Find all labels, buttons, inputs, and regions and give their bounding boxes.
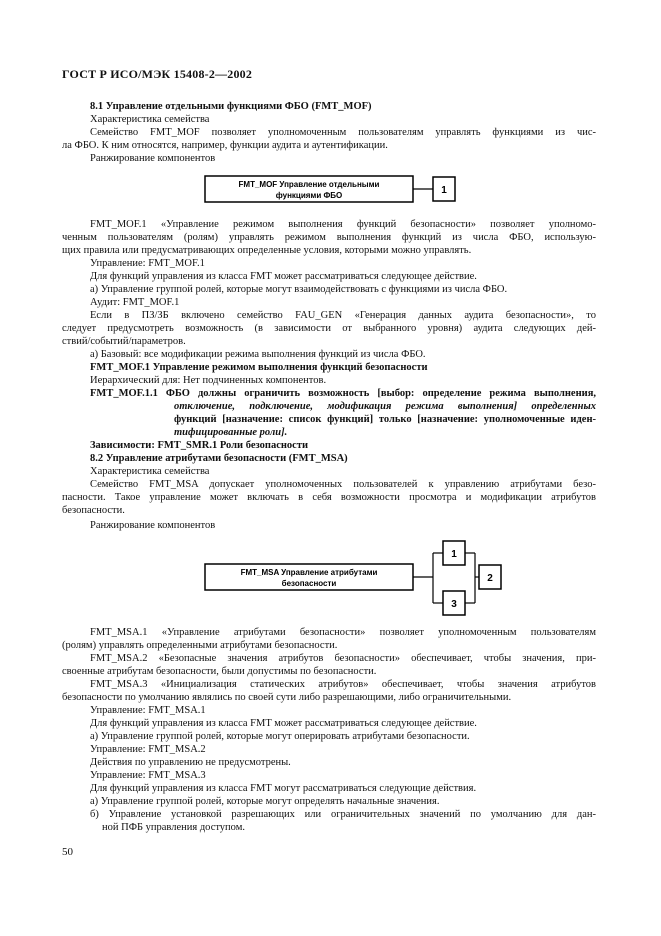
family-box-label: FMT_MOF Управление отдельными (238, 180, 380, 189)
paragraph-line: а) Управление группой ролей, которые могут определять начальные значения. (90, 796, 440, 807)
section-heading: 8.1 Управление отдельными функциями ФБО (FMT_MOF) (90, 101, 372, 112)
paragraph-line: Управление: FMT_MSA.2 (90, 744, 206, 755)
document-header: ГОСТ Р ИСО/МЭК 15408-2—2002 (62, 67, 253, 81)
paragraph-line: а) Управление группой ролей, которые могут оперировать атрибутами безопасности. (90, 731, 470, 742)
element-line: FMT_MOF.1.1 ФБО должны ограничить возможность [выбор: определение режима выполнения, (90, 388, 596, 399)
paragraph-line: безопасности. (62, 505, 125, 516)
paragraph-line: б) Управление установкой разрешающих или ограничительных значений по умолчанию для дан- (90, 809, 596, 820)
paragraph-line: а) Базовый: все модификации режима выполнения функций из числа ФБО. (90, 349, 426, 360)
paragraph-line: щих правила или предусматривающих определенные условия, которыми можно управлять. (62, 245, 472, 256)
paragraph-line: а) Управление группой ролей, которые могут взаимодействовать с функциями из числа ФБО. (90, 284, 508, 295)
paragraph-line: FMT_MSA.1 «Управление атрибутами безопасности» позволяет уполномоченным пользователям (90, 627, 596, 638)
subheading: Характеристика семейства (90, 466, 210, 477)
paragraph-line: Иерархический для: Нет подчиненных компонентов. (90, 375, 327, 386)
component-heading: FMT_MOF.1 Управление режимом выполнения функций безопасности (90, 362, 428, 373)
element-line: отключение, подключение, модификация режима выполнения] определенных (174, 401, 596, 412)
paragraph-line: (ролям) управлять определенными атрибутами безопасности. (62, 640, 338, 651)
paragraph-line: Для функций управления из класса FMT может рассматриваться следующее действие. (90, 271, 477, 282)
paragraph-line: пасности. Такое управление может включать в себя возможности просмотра и модификации атрибутов (62, 492, 596, 503)
paragraph-line: FMT_MSA.2 «Безопасные значения атрибутов безопасности» обеспечивает, чтобы значения, при- (90, 653, 596, 664)
component-number: 3 (451, 599, 457, 610)
paragraph-line: Аудит: FMT_MOF.1 (90, 297, 180, 308)
dependencies-line: Зависимости: FMT_SMR.1 Роли безопасности (90, 440, 309, 451)
element-line: тифицированные роли]. (174, 427, 288, 438)
paragraph-line: Для функций управления из класса FMT может рассматриваться следующее действие. (90, 718, 477, 729)
paragraph-line: следует предусмотреть возможность (в зависимости от выбранного уровня) аудита следующих дей- (62, 323, 596, 334)
subheading: Ранжирование компонентов (90, 520, 216, 531)
paragraph-line: ченным пользователям (ролям) управлять режимом выполнения функций из числа ФБО, использую- (62, 232, 596, 243)
paragraph-line: Управление: FMT_MSA.3 (90, 770, 206, 781)
paragraph-line: ла ФБО. К ним относятся, например, функции аудита и аутентификации. (62, 140, 388, 151)
component-number: 2 (487, 573, 493, 584)
paragraph-line: Действия по управлению не предусмотрены. (90, 757, 291, 768)
paragraph-line: FMT_MOF.1 «Управление режимом выполнения функций безопасности» позволяет уполномо- (90, 219, 596, 230)
subheading: Характеристика семейства (90, 114, 210, 125)
paragraph-line: Управление: FMT_MOF.1 (90, 258, 205, 269)
family-box-label: функциями ФБО (275, 191, 343, 200)
paragraph-line: Семейство FMT_MSA допускает уполномоченных пользователей к управлению атрибутами безо- (90, 479, 596, 490)
paragraph-line: Если в ПЗ/ЗБ включено семейство FAU_GEN «Генерация данных аудита безопасности», то (90, 310, 596, 321)
subheading: Ранжирование компонентов (90, 153, 216, 164)
paragraph-line: Семейство FMT_MOF позволяет уполномоченным пользователям управлять функциями из чис- (90, 127, 596, 138)
family-box-label: безопасности (281, 579, 337, 588)
page-number: 50 (62, 846, 73, 858)
family-box-label: FMT_MSA Управление атрибутами (240, 568, 378, 577)
component-number: 1 (451, 549, 457, 560)
section-heading: 8.2 Управление атрибутами безопасности (FMT_MSA) (90, 453, 348, 464)
paragraph-line: Управление: FMT_MSA.1 (90, 705, 206, 716)
paragraph-line: своенные атрибутам безопасности, были допустимы по безопасности. (62, 666, 377, 677)
element-line: функций [назначение: список функций] только [назначение: уполномоченные иден- (174, 414, 596, 425)
paragraph-line: Для функций управления из класса FMT могут рассматриваться следующие действия. (90, 783, 477, 794)
paragraph-line: ствий/событий/параметров. (62, 336, 186, 347)
paragraph-line: ной ПФБ управления доступом. (102, 822, 245, 833)
paragraph-line: FMT_MSA.3 «Инициализация статических атрибутов» обеспечивает, чтобы значения атрибутов (90, 679, 596, 690)
paragraph-line: безопасности по умолчанию являлись по своей сути либо разрешающими, либо ограничительными. (62, 692, 512, 703)
component-number: 1 (441, 185, 447, 196)
